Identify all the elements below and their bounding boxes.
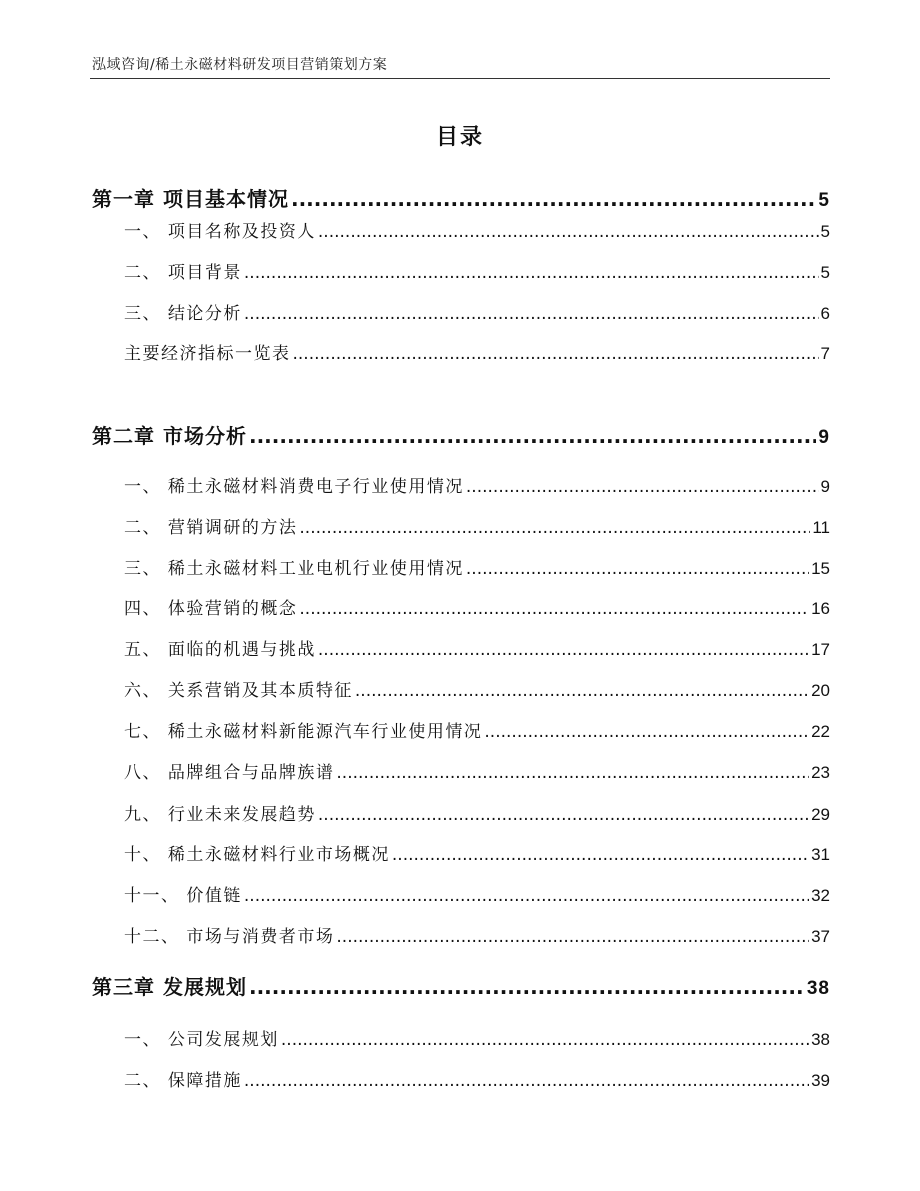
toc-title: 目录 <box>435 125 484 150</box>
dot-leader <box>249 424 816 448</box>
toc-section-entry[interactable] <box>124 554 830 579</box>
toc-page-number: 5 <box>820 222 830 241</box>
toc-page-number: 17 <box>811 640 830 659</box>
toc-page-number: 16 <box>811 599 830 618</box>
toc-chapter-entry[interactable] <box>92 183 830 212</box>
toc-page-number: 23 <box>811 763 830 782</box>
dot-leader <box>281 1030 809 1050</box>
toc-entry-label: 第二章 市场分析 <box>92 424 247 448</box>
toc-entry-label: 第三章 发展规划 <box>92 975 247 999</box>
dot-leader <box>299 599 809 619</box>
dot-leader <box>293 344 819 364</box>
toc-chapter-entry[interactable] <box>92 971 830 1000</box>
dot-leader <box>318 805 809 825</box>
toc-entry-label: 六、 关系营销及其本质特征 <box>124 681 353 701</box>
toc-page-number: 7 <box>820 344 830 363</box>
dot-leader <box>466 559 809 579</box>
dot-leader <box>299 518 810 538</box>
dot-leader <box>318 640 809 660</box>
dot-leader <box>244 1071 809 1091</box>
toc-section-entry[interactable] <box>124 676 830 701</box>
toc-entry-label: 主要经济指标一览表 <box>124 344 291 364</box>
toc-entry-label: 十二、 市场与消费者市场 <box>124 927 335 947</box>
dot-leader <box>244 304 819 324</box>
toc-section-entry[interactable] <box>124 800 830 825</box>
toc-entry-label: 三、 稀土永磁材料工业电机行业使用情况 <box>124 559 464 579</box>
toc-entry-label: 四、 体验营销的概念 <box>124 599 298 619</box>
dot-leader <box>244 886 809 906</box>
toc-entry-label: 九、 行业未来发展趋势 <box>124 805 316 825</box>
dot-leader <box>336 763 809 783</box>
toc-section-entry[interactable] <box>124 299 830 324</box>
dot-leader <box>336 927 809 947</box>
toc-section-entry[interactable] <box>124 1025 830 1050</box>
toc-page-number: 38 <box>806 978 830 999</box>
toc-page-number: 15 <box>811 559 830 578</box>
toc-entry-label: 二、 保障措施 <box>124 1071 242 1091</box>
toc-chapter-entry[interactable] <box>92 420 830 449</box>
toc-entry-label: 二、 项目背景 <box>124 263 242 283</box>
toc-entry-label: 第一章 项目基本情况 <box>92 187 289 211</box>
toc-page-number: 39 <box>811 1071 830 1090</box>
toc-entry-label: 八、 品牌组合与品牌族谱 <box>124 763 335 783</box>
toc-section-entry[interactable] <box>124 594 830 619</box>
toc-page-number: 22 <box>811 722 830 741</box>
dot-leader <box>249 975 805 999</box>
toc-page-number: 38 <box>811 1030 830 1049</box>
toc-page-number: 5 <box>820 263 830 282</box>
toc-section-entry[interactable] <box>124 472 830 497</box>
toc-entry-label: 二、 营销调研的方法 <box>124 518 298 538</box>
toc-entry-label: 五、 面临的机遇与挑战 <box>124 640 316 660</box>
toc-page-number: 31 <box>811 845 830 864</box>
toc-section-entry[interactable] <box>124 881 830 906</box>
dot-leader <box>291 187 816 211</box>
toc-entry-label: 三、 结论分析 <box>124 304 242 324</box>
toc-section-entry[interactable] <box>124 635 830 660</box>
toc-entry-label: 一、 项目名称及投资人 <box>124 222 316 242</box>
toc-page-number: 5 <box>818 190 830 211</box>
running-header: 泓域咨询/稀土永磁材料研发项目营销策划方案 <box>92 57 388 73</box>
toc-section-entry[interactable] <box>124 513 830 538</box>
dot-leader <box>355 681 809 701</box>
toc-section-entry[interactable] <box>124 717 830 742</box>
header-divider <box>90 78 830 79</box>
toc-section-entry[interactable] <box>124 840 830 865</box>
toc-entry-label: 一、 稀土永磁材料消费电子行业使用情况 <box>124 477 464 497</box>
toc-page-number: 32 <box>811 886 830 905</box>
toc-page-number: 29 <box>811 805 830 824</box>
dot-leader <box>484 722 809 742</box>
toc-section-entry[interactable] <box>124 258 830 283</box>
dot-leader <box>318 222 819 242</box>
dot-leader <box>466 477 819 497</box>
toc-section-entry[interactable] <box>124 922 830 947</box>
dot-leader <box>392 845 809 865</box>
toc-entry-label: 十一、 价值链 <box>124 886 242 906</box>
toc-page-number: 37 <box>811 927 830 946</box>
toc-page-number: 20 <box>811 681 830 700</box>
toc-page-number: 6 <box>820 304 830 323</box>
toc-section-entry[interactable] <box>124 339 830 364</box>
toc-page-number: 11 <box>812 518 830 537</box>
toc-entry-label: 一、 公司发展规划 <box>124 1030 279 1050</box>
toc-entry-label: 十、 稀土永磁材料行业市场概况 <box>124 845 390 865</box>
dot-leader <box>244 263 819 283</box>
toc-entry-label: 七、 稀土永磁材料新能源汽车行业使用情况 <box>124 722 483 742</box>
toc-page-number: 9 <box>820 477 830 496</box>
toc-page-number: 9 <box>818 427 830 448</box>
toc-section-entry[interactable] <box>124 1066 830 1091</box>
toc-section-entry[interactable] <box>124 217 830 242</box>
toc-section-entry[interactable] <box>124 758 830 783</box>
